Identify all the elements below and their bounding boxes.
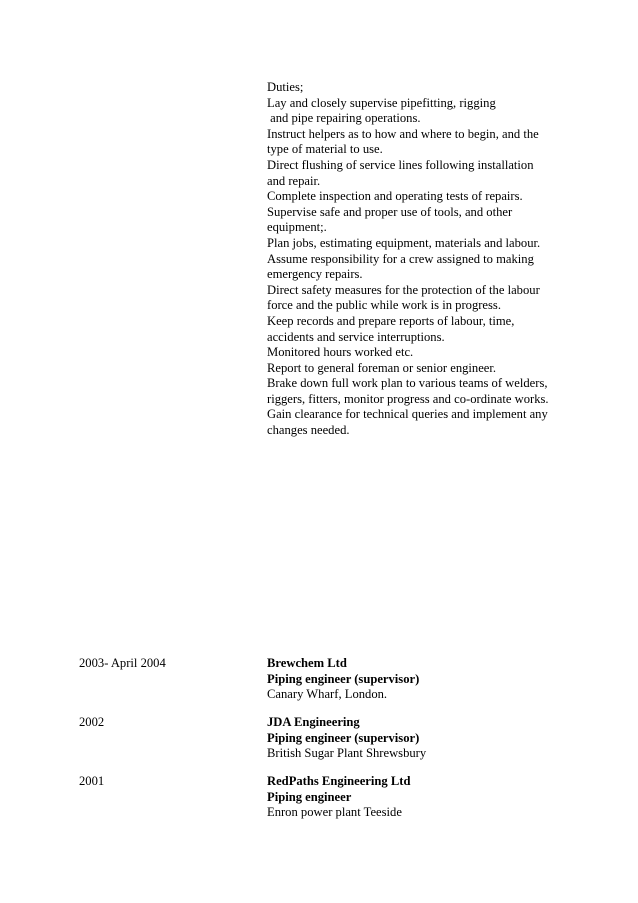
duties-line: Direct safety measures for the protection of the labour [267,282,540,297]
duties-line: changes needed. [267,423,350,438]
company-name: Brewchem Ltd [267,656,347,670]
employment-details [267,715,426,762]
duties-list [267,80,567,439]
employment-date: 2003- April 2004 [79,656,166,670]
duties-line: Gain clearance for technical queries and implement any [267,407,548,422]
job-location: Canary Wharf, London. [267,687,388,702]
job-title: Piping engineer [267,789,352,804]
duties-line: Duties; [267,80,304,94]
duties-line: Monitored hours worked etc. [267,345,414,360]
duties-line: emergency repairs. [267,267,363,282]
duties-line: Report to general foreman or senior engineer. [267,360,497,375]
duties-line: type of material to use. [267,142,383,157]
duties-line: force and the public while work is in progress. [267,298,501,313]
employment-date: 2002 [79,715,105,729]
duties-line: accidents and service interruptions. [267,329,445,344]
job-location: British Sugar Plant Shrewsbury [267,746,427,761]
employment-details [267,656,419,703]
duties-line: Direct flushing of service lines following installation [267,157,534,172]
duties-line: equipment;. [267,220,327,235]
job-title: Piping engineer (supervisor) [267,671,420,686]
duties-line: riggers, fitters, monitor progress and co-ordinate works. [267,391,549,406]
employment-details [267,774,410,821]
duties-line: Brake down full work plan to various teams of welders, [267,376,548,391]
duties-line: Instruct helpers as to how and where to begin, and the [267,126,539,141]
duties-line: Lay and closely supervise pipefitting, rigging [267,95,496,110]
duties-line: Plan jobs, estimating equipment, materials and labour. [267,235,541,250]
company-name: JDA Engineering [267,715,360,729]
duties-line: Assume responsibility for a crew assigned to making [267,251,534,266]
employment-date: 2001 [79,774,105,788]
job-location: Enron power plant Teeside [267,805,402,820]
duties-line: Complete inspection and operating tests of repairs. [267,189,523,204]
duties-line: Supervise safe and proper use of tools, and other [267,204,513,219]
duties-line: Keep records and prepare reports of labour, time, [267,313,515,328]
duties-line: and pipe repairing operations. [267,111,421,126]
job-title: Piping engineer (supervisor) [267,730,420,745]
duties-line: and repair. [267,173,321,188]
company-name: RedPaths Engineering Ltd [267,774,411,788]
